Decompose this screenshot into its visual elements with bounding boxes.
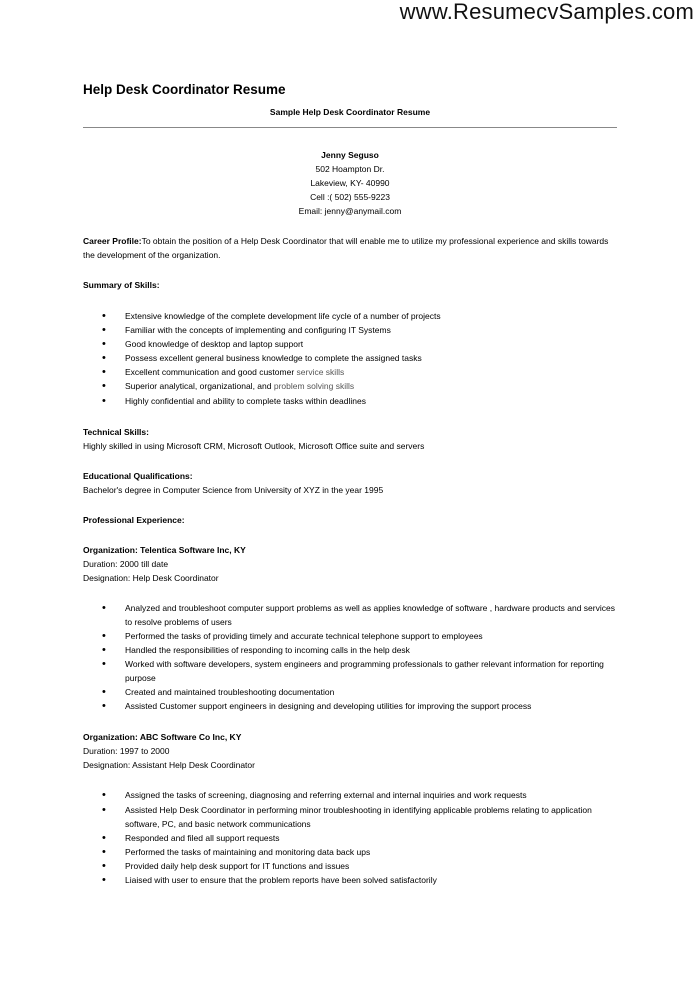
contact-city: Lakeview, KY- 40990 <box>310 178 390 188</box>
job-2-organization: Organization: ABC Software Co Inc, KY <box>83 732 242 743</box>
job-1-designation: Designation: Help Desk Coordinator <box>83 572 219 583</box>
list-item: • Responded and filed all support requests <box>83 831 617 845</box>
list-item: • Assisted Help Desk Coordinator in performing minor troubleshooting in identifying applicable problems relating to application software, PC, and basic network communications <box>83 803 617 831</box>
skills-heading: Summary of Skills: <box>83 280 160 290</box>
contact-cell: Cell :( 502) 555-9223 <box>310 192 390 202</box>
job-2-duties <box>83 788 617 887</box>
education-heading: Educational Qualifications: <box>83 470 193 481</box>
job-1-organization: Organization: Telentica Software Inc, KY <box>83 544 246 555</box>
list-item: • Excellent communication and good customer service skills <box>83 365 617 379</box>
list-item: • Superior analytical, organizational, and problem solving skills <box>83 379 617 393</box>
list-item: • Performed the tasks of maintaining and monitoring data back ups <box>83 845 617 859</box>
list-item: • Analyzed and troubleshoot computer support problems as well as applies knowledge of software , hardware products and services to resolve problems of users <box>83 601 617 629</box>
skills-list <box>83 309 617 408</box>
list-item: • Familiar with the concepts of implementing and configuring IT Systems <box>83 323 617 337</box>
education-text: Bachelor's degree in Computer Science from University of XYZ in the year 1995 <box>83 484 384 495</box>
page-title: Help Desk Coordinator Resume <box>83 82 286 97</box>
list-item: • Assisted Customer support engineers in designing and developing utilities for improving the support process <box>83 699 617 713</box>
list-item: • Assigned the tasks of screening, diagnosing and referring external and internal inquiries and work requests <box>83 788 617 802</box>
career-profile-text: To obtain the position of a Help Desk Coordinator that will enable me to utilize my professional experience and skills towards the development of the organization. <box>83 236 609 260</box>
candidate-name: Jenny Seguso <box>321 150 379 160</box>
problem-solving-skills-link[interactable]: problem solving skills <box>273 381 355 392</box>
list-item: • Performed the tasks of providing timely and accurate technical telephone support to employees <box>83 629 617 643</box>
page-subtitle: Sample Help Desk Coordinator Resume <box>269 107 431 117</box>
job-2-duration: Duration: 1997 to 2000 <box>83 746 170 757</box>
list-item: • Good knowledge of desktop and laptop support <box>83 337 617 351</box>
list-item: • Possess excellent general business knowledge to complete the assigned tasks <box>83 351 617 365</box>
list-item: • Provided daily help desk support for IT functions and issues <box>83 859 617 873</box>
job-1-duties <box>83 601 617 714</box>
contact-email: Email: jenny@anymail.com <box>298 206 402 216</box>
header-divider <box>83 127 617 128</box>
experience-heading: Professional Experience: <box>83 514 185 525</box>
job-2-designation: Designation: Assistant Help Desk Coordinator <box>83 760 255 771</box>
list-item: • Created and maintained troubleshooting documentation <box>83 685 617 699</box>
job-1-duration: Duration: 2000 till date <box>83 558 169 569</box>
contact-address: 502 Hoampton Dr. <box>315 164 385 174</box>
career-profile-label: Career Profile: <box>83 236 142 246</box>
list-item: • Worked with software developers, system engineers and programming professionals to gather relevant information for reporting purpose <box>83 657 617 685</box>
service-skills-link[interactable]: service skills <box>296 367 345 378</box>
site-url: www.ResumecvSamples.com <box>399 0 694 24</box>
technical-heading: Technical Skills: <box>83 426 149 437</box>
list-item: • Handled the responsibilities of responding to incoming calls in the help desk <box>83 643 617 657</box>
list-item: • Extensive knowledge of the complete development life cycle of a number of projects <box>83 309 617 323</box>
technical-text: Highly skilled in using Microsoft CRM, Microsoft Outlook, Microsoft Office suite and servers <box>83 440 425 451</box>
list-item: • Highly confidential and ability to complete tasks within deadlines <box>83 394 617 408</box>
resume-document <box>83 80 617 887</box>
list-item: • Liaised with user to ensure that the problem reports have been solved satisfactorily <box>83 873 617 887</box>
contact-block <box>83 148 617 218</box>
career-profile <box>83 234 617 262</box>
